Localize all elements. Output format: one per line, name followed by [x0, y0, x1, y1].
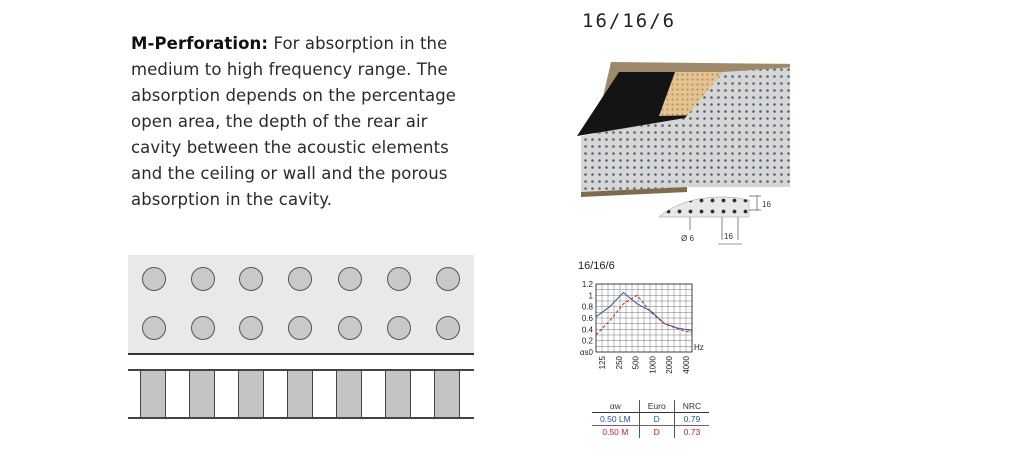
section-segment [460, 371, 473, 417]
row-euro: D [639, 413, 674, 426]
section-segment [128, 371, 141, 417]
section-segment [166, 371, 190, 417]
y-tick-label: 0.2 [581, 336, 593, 346]
dimension-spacing-h: 16 [724, 232, 733, 241]
perforation-hole [387, 267, 411, 291]
x-tick-label: 4000 [682, 356, 691, 374]
perforation-description [131, 31, 461, 213]
acoustic-panel-illustration [575, 52, 790, 252]
dimension-diameter: Ø 6 [681, 234, 694, 243]
y-tick-label: 0.4 [581, 325, 593, 335]
table-row [592, 413, 709, 426]
section-segment [239, 371, 264, 417]
chart-title: 16/16/6 [578, 260, 615, 272]
rating-table [592, 400, 709, 438]
y-tick-label: 1 [588, 291, 593, 301]
section-segment [313, 371, 337, 417]
header-nrc: NRC [674, 400, 709, 413]
section-segment [337, 371, 362, 417]
x-tick-label: 2000 [665, 356, 675, 374]
section-segment [141, 371, 166, 417]
description-heading: M-Perforation: [131, 34, 269, 53]
y-tick-label: 1.2 [581, 280, 593, 289]
perforation-hole [288, 267, 312, 291]
absorption-chart [570, 270, 720, 380]
perforation-hole [191, 316, 215, 340]
section-segment [190, 371, 215, 417]
table-row [592, 426, 709, 439]
section-segment [362, 371, 386, 417]
perforation-hole [436, 316, 460, 340]
row-nrc: 0.73 [683, 427, 701, 437]
perforation-hole [387, 316, 411, 340]
section-segment [215, 371, 239, 417]
perforation-hole [142, 267, 166, 291]
x-tick-label: 1000 [648, 356, 658, 374]
row-aw: 0.50 LM [592, 413, 639, 426]
perforation-hole [338, 316, 362, 340]
section-segment [435, 371, 460, 417]
x-axis-unit: Hz [694, 343, 704, 352]
description-body: For absorption in the medium to high frequency range. The absorption depends on the percentage open area, the depth of the rear air cavity between the acoustic elements and the ceiling or wall and the porous absorption in the cavity. [131, 34, 457, 209]
perforation-hole [436, 267, 460, 291]
perforation-hole [239, 316, 263, 340]
magnified-detail [659, 197, 749, 217]
section-segment [264, 371, 288, 417]
y-tick-label: 0.6 [581, 314, 593, 323]
x-tick-label: 500 [631, 356, 641, 370]
perforation-hole [338, 267, 362, 291]
y-tick-label: αs0 [579, 348, 593, 357]
perforation-section-view [128, 369, 474, 419]
perforation-hole [288, 316, 312, 340]
section-segment [386, 371, 411, 417]
x-tick-label: 125 [598, 356, 607, 370]
section-segment [288, 371, 313, 417]
header-aw: αw [592, 400, 639, 413]
x-tick-label: 250 [614, 356, 624, 370]
dimension-spacing-v: 16 [762, 200, 771, 209]
perforation-hole [239, 267, 263, 291]
perforation-plan-view [128, 255, 474, 355]
panel-code: 16/16/6 [582, 10, 677, 32]
y-tick-label: 0.8 [581, 302, 593, 312]
header-euro: Euro [639, 400, 674, 413]
row-aw: 0.50 M [592, 426, 639, 439]
perforation-hole [191, 267, 215, 291]
row-nrc: 0.79 [674, 413, 709, 426]
perforation-hole [142, 316, 166, 340]
row-euro: D [639, 426, 674, 439]
section-segment [411, 371, 435, 417]
